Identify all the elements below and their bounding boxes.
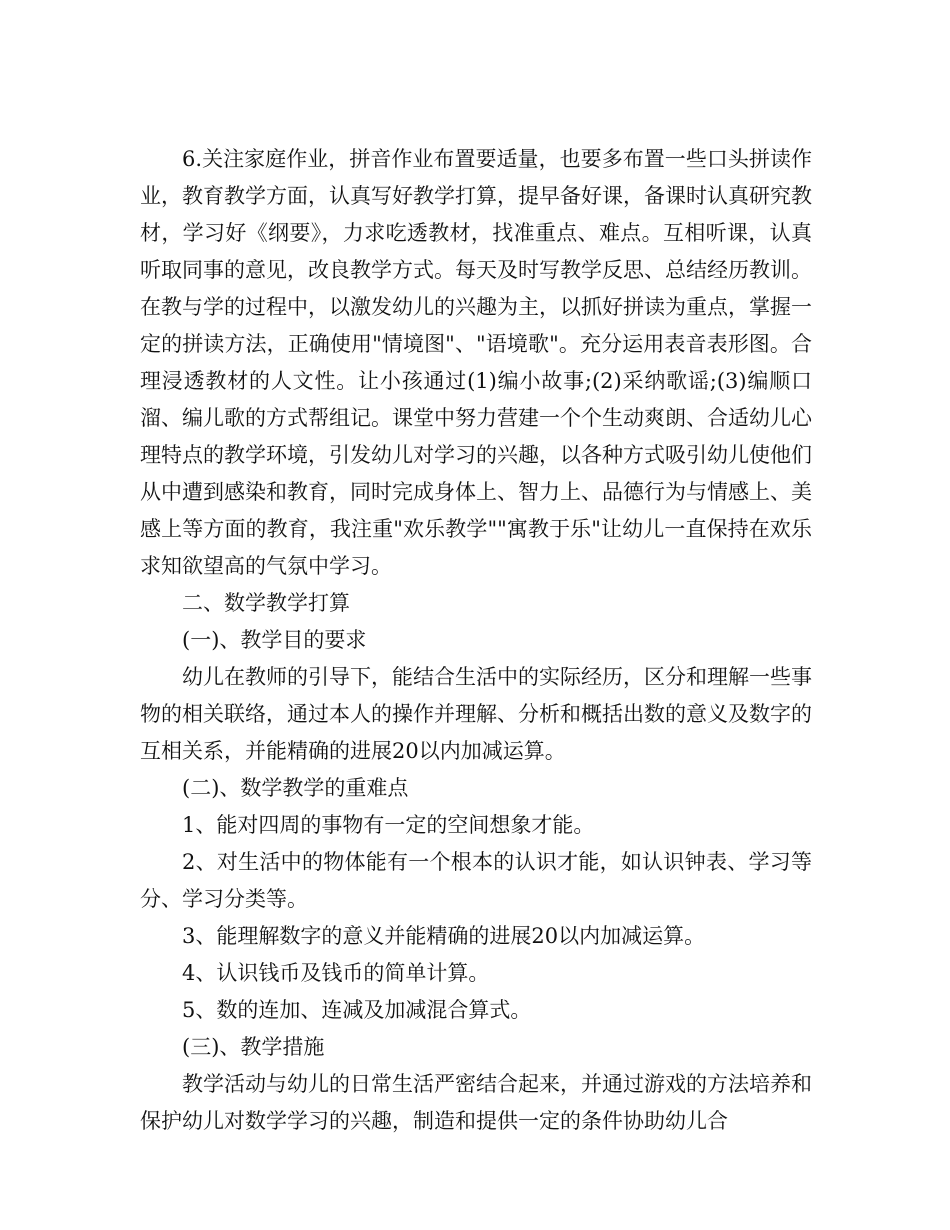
list-item-4: 4、认识钱币及钱币的简单计算。 <box>182 961 490 985</box>
list-item-3: 3、能理解数字的意义并能精确的进展20以内加减运算。 <box>182 924 706 948</box>
list-item-5: 5、数的连加、连减及加减混合算式。 <box>182 998 532 1022</box>
list-item-1: 1、能对四周的事物有一定的空间想象才能。 <box>182 813 595 837</box>
paragraph-goals: 幼儿在教师的引导下，能结合生活中的实际经历，区分和理解一些事物的相关联络，通过本人的操作并理解、分析和概括出数的意义及数字的互相关系，并能精确的进展20以内加减运算。 <box>140 665 812 763</box>
paragraph-homework: 6.关注家庭作业，拼音作业布置要适量，也要多布置一些口头拼读作业，教育教学方面，认真写好教学打算，提早备好课，备课时认真研究教材，学习好《纲要》，力求吃透教材，找准重点、难点。互相听课，认真听取同事的意见，改良教学方式。每天及时写教学反思、总结经历教训。在教与学的过程中，以激发幼儿的兴趣为主，以抓好拼读为重点，掌握一定的拼读方法，正确使用"情境图"、"语境歌"。充分运用表音表形图。合理浸透教材的人文性。让小孩通过(1)编小故事;(2)采纳歌谣;(3)编顺口溜、编儿歌的方式帮组记。课堂中努力营建一个个生动爽朗、合适幼儿心理特点的教学环境，引发幼儿对学习的兴趣，以各种方式吸引幼儿使他们从中遭到感染和教育，同时完成身体上、智力上、品德行为与情感上、美感上等方面的教育，我注重"欢乐教学""寓教于乐"让幼儿一直保持在欢乐求知欲望高的气氛中学习。 <box>140 147 812 578</box>
subheading-teaching-measures: (三)、教学措施 <box>182 1035 325 1059</box>
subheading-teaching-goals: (一)、教学目的要求 <box>182 628 367 652</box>
document-page <box>140 141 812 1140</box>
heading-math-plan: 二、数学教学打算 <box>182 591 350 615</box>
subheading-key-points: (二)、数学教学的重难点 <box>182 776 409 800</box>
paragraph-measures: 教学活动与幼儿的日常生活严密结合起来，并通过游戏的方法培养和保护幼儿对数学学习的兴趣，制造和提供一定的条件协助幼儿合 <box>140 1072 812 1133</box>
list-item-2: 2、对生活中的物体能有一个根本的认识才能，如认识钟表、学习等分、学习分类等。 <box>140 850 812 911</box>
